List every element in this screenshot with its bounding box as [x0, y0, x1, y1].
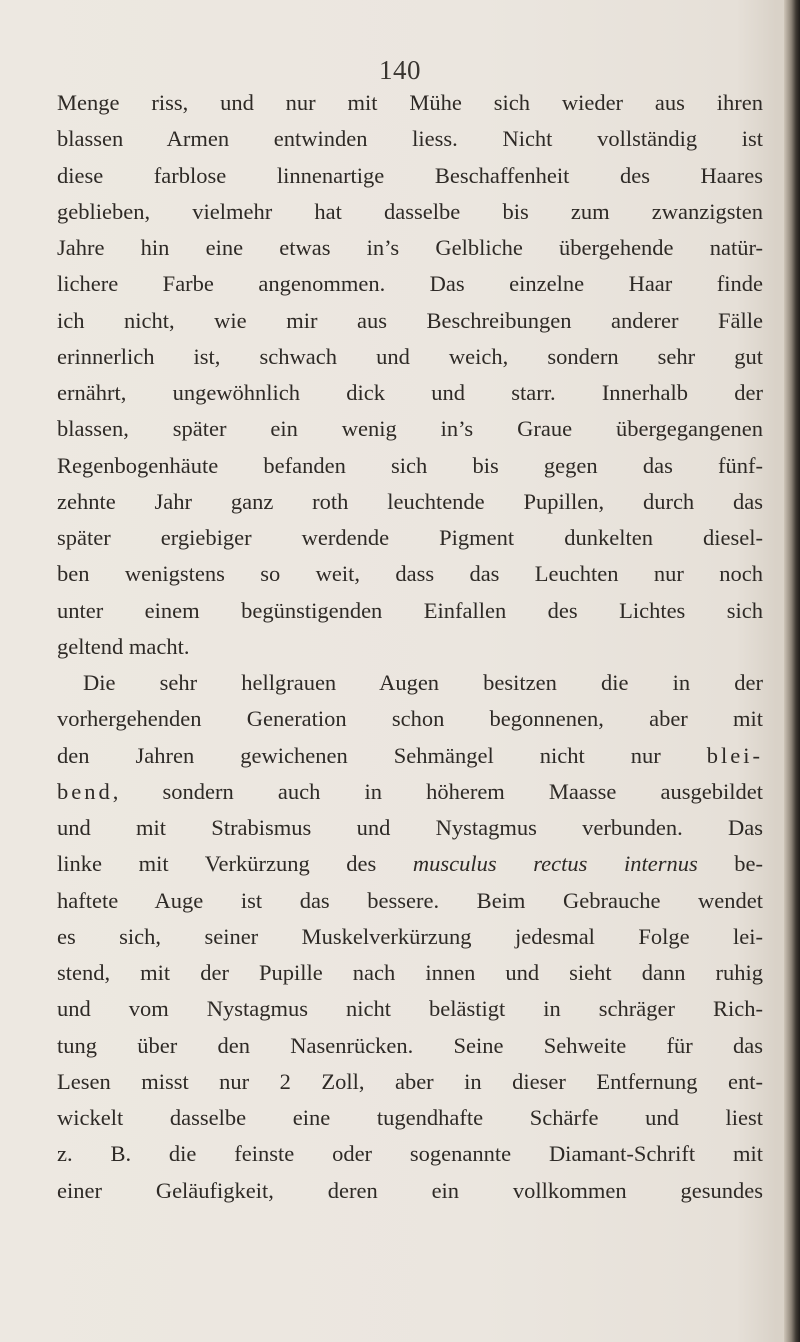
text-line: später ergiebiger werdende Pigment dunkelten diesel-: [57, 525, 763, 550]
text-line: haftete Auge ist das bessere. Beim Gebrauche wendet: [57, 887, 763, 913]
text-line: einer Geläufigkeit, deren ein vollkommen gesundes: [57, 1177, 763, 1203]
text-line: blassen, später ein wenig in’s Graue übergegangenen: [57, 416, 763, 442]
text-line: diese farblose linnenartige Beschaffenheit des Haares: [57, 162, 763, 188]
text-line: [57, 774, 763, 810]
page-gutter-edge: [784, 0, 800, 1342]
text-line: zehnte Jahr ganz roth leuchtende Pupillen, durch das: [57, 488, 763, 514]
text-line: Lesen misst nur 2 Zoll, aber in dieser Entfernung ent-: [57, 1068, 763, 1094]
text-line: ben wenigstens so weit, dass das Leuchten nur noch: [57, 561, 763, 587]
text-line: lichere Farbe angenommen. Das einzelne Haar finde: [57, 271, 763, 297]
text-segment: den Jahren gewichenen Sehmängel nicht nur: [57, 742, 661, 768]
text-segment: be-: [734, 851, 764, 877]
text-line: erinnerlich ist, schwach und weich, sondern sehr gut: [57, 343, 763, 369]
text-line: Jahre hin eine etwas in’s Gelbliche übergehende natür-: [57, 235, 763, 260]
text-line: Menge riss, und nur mit Mühe sich wieder aus ihren: [57, 90, 763, 115]
emphasized-word: blei-: [706, 742, 763, 768]
text-line: stend, mit der Pupille nach innen und sieht dann ruhig: [57, 960, 763, 985]
text-line: [57, 738, 763, 774]
text-line: und vom Nystagmus nicht belästigt in schräger Rich-: [57, 996, 763, 1022]
text-line: und mit Strabismus und Nystagmus verbunden. Das: [57, 815, 763, 840]
text-line: unter einem begünstigenden Einfallen des Lichtes sich: [57, 597, 763, 623]
text-line: blassen Armen entwinden liess. Nicht vollständig ist: [57, 126, 763, 152]
text-line: wickelt dasselbe eine tugendhafte Schärfe und liest: [57, 1105, 763, 1130]
page-number: 140: [379, 55, 421, 85]
text-segment: , sondern auch in höherem Maasse ausgebildet: [112, 778, 763, 804]
text-line: Regenbogenhäute befanden sich bis gegen das fünf-: [57, 452, 763, 478]
text-line: ernährt, ungewöhnlich dick und starr. Innerhalb der: [57, 380, 763, 405]
text-line: tung über den Nasenrücken. Seine Sehweite für das: [57, 1032, 763, 1058]
text-segment: linke mit Verkürzung des: [57, 851, 377, 877]
paragraph-start-line: Die sehr hellgrauen Augen besitzen die in der: [83, 670, 763, 695]
text-line: geblieben, vielmehr hat dasselbe bis zum zwanzigsten: [57, 198, 763, 224]
text-line: ich nicht, wie mir aus Beschreibungen anderer Fälle: [57, 307, 763, 333]
paragraph-end-line: geltend macht.: [57, 633, 190, 659]
italic-term: musculus rectus internus: [412, 851, 698, 877]
text-line: vorhergehenden Generation schon begonnenen, aber mit: [57, 706, 763, 732]
text-line: [57, 846, 763, 882]
text-line: z. B. die feinste oder sogenannte Diamant-Schrift mit: [57, 1141, 763, 1167]
body-text: [57, 85, 763, 1209]
text-line: es sich, seiner Muskelverkürzung jedesmal Folge lei-: [57, 923, 763, 949]
emphasized-word: bend: [57, 778, 113, 804]
